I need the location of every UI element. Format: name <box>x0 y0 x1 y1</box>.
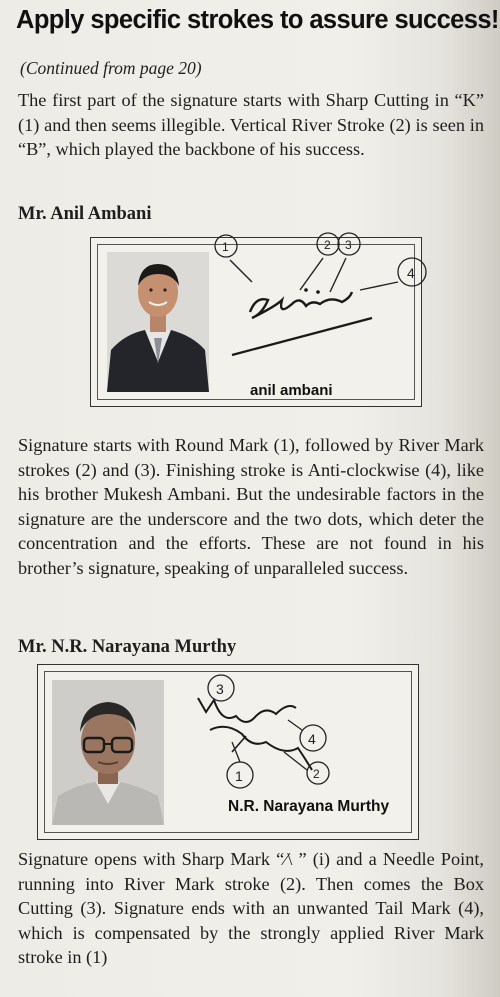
murthy-marker-2 <box>284 752 329 784</box>
murthy-paragraph: Signature opens with Sharp Mark “⁄\ ” (i) and a Needle Point, running into River Mark stroke (2). Then comes the Box Cutting (3). Signature ends with an unwanted Tail Mark (4), which is compensated by the strongly applied River Mark stroke in (1) <box>18 849 484 967</box>
murthy-marker-label-3: 3 <box>216 681 224 697</box>
murthy-signature-upper <box>198 698 296 722</box>
subhead-ambani: Mr. Anil Ambani <box>18 204 152 224</box>
subhead-murthy: Mr. N.R. Narayana Murthy <box>18 637 237 657</box>
ambani-marker-label-1: 1 <box>222 240 229 254</box>
murthy-marker-4 <box>288 720 326 751</box>
intro-paragraph: The first part of the signature starts with Sharp Cutting in “K” (1) and then seems illegible. Vertical River Stroke (2) is seen in “B”, which played the backbone of his success. <box>18 90 484 159</box>
ambani-caption: anil ambani <box>250 382 333 399</box>
ambani-marker-label-3: 3 <box>345 238 352 252</box>
ambani-paragraph: Signature starts with Round Mark (1), followed by River Mark strokes (2) and (3). Finishing stroke is Anti-clockwise (4), like his brother Mukesh Ambani. But the undesirable factors in the signature are the underscore and the two dots, which deter the concentration and the efforts. These are not found in his brother’s signature, speaking of unparalleled success. <box>18 435 484 578</box>
murthy-caption: N.R. Narayana Murthy <box>228 798 390 815</box>
ambani-marker-label-4: 4 <box>407 265 415 281</box>
murthy-signature-lower <box>210 727 312 770</box>
murthy-marker-label-1: 1 <box>235 768 243 784</box>
headline: Apply specific strokes to assure success! <box>16 6 499 34</box>
continued-note: (Continued from page 20) <box>20 58 202 78</box>
murthy-marker-label-4: 4 <box>308 731 316 747</box>
ambani-marker-label-2: 2 <box>324 238 331 252</box>
murthy-marker-label-2: 2 <box>313 767 320 781</box>
